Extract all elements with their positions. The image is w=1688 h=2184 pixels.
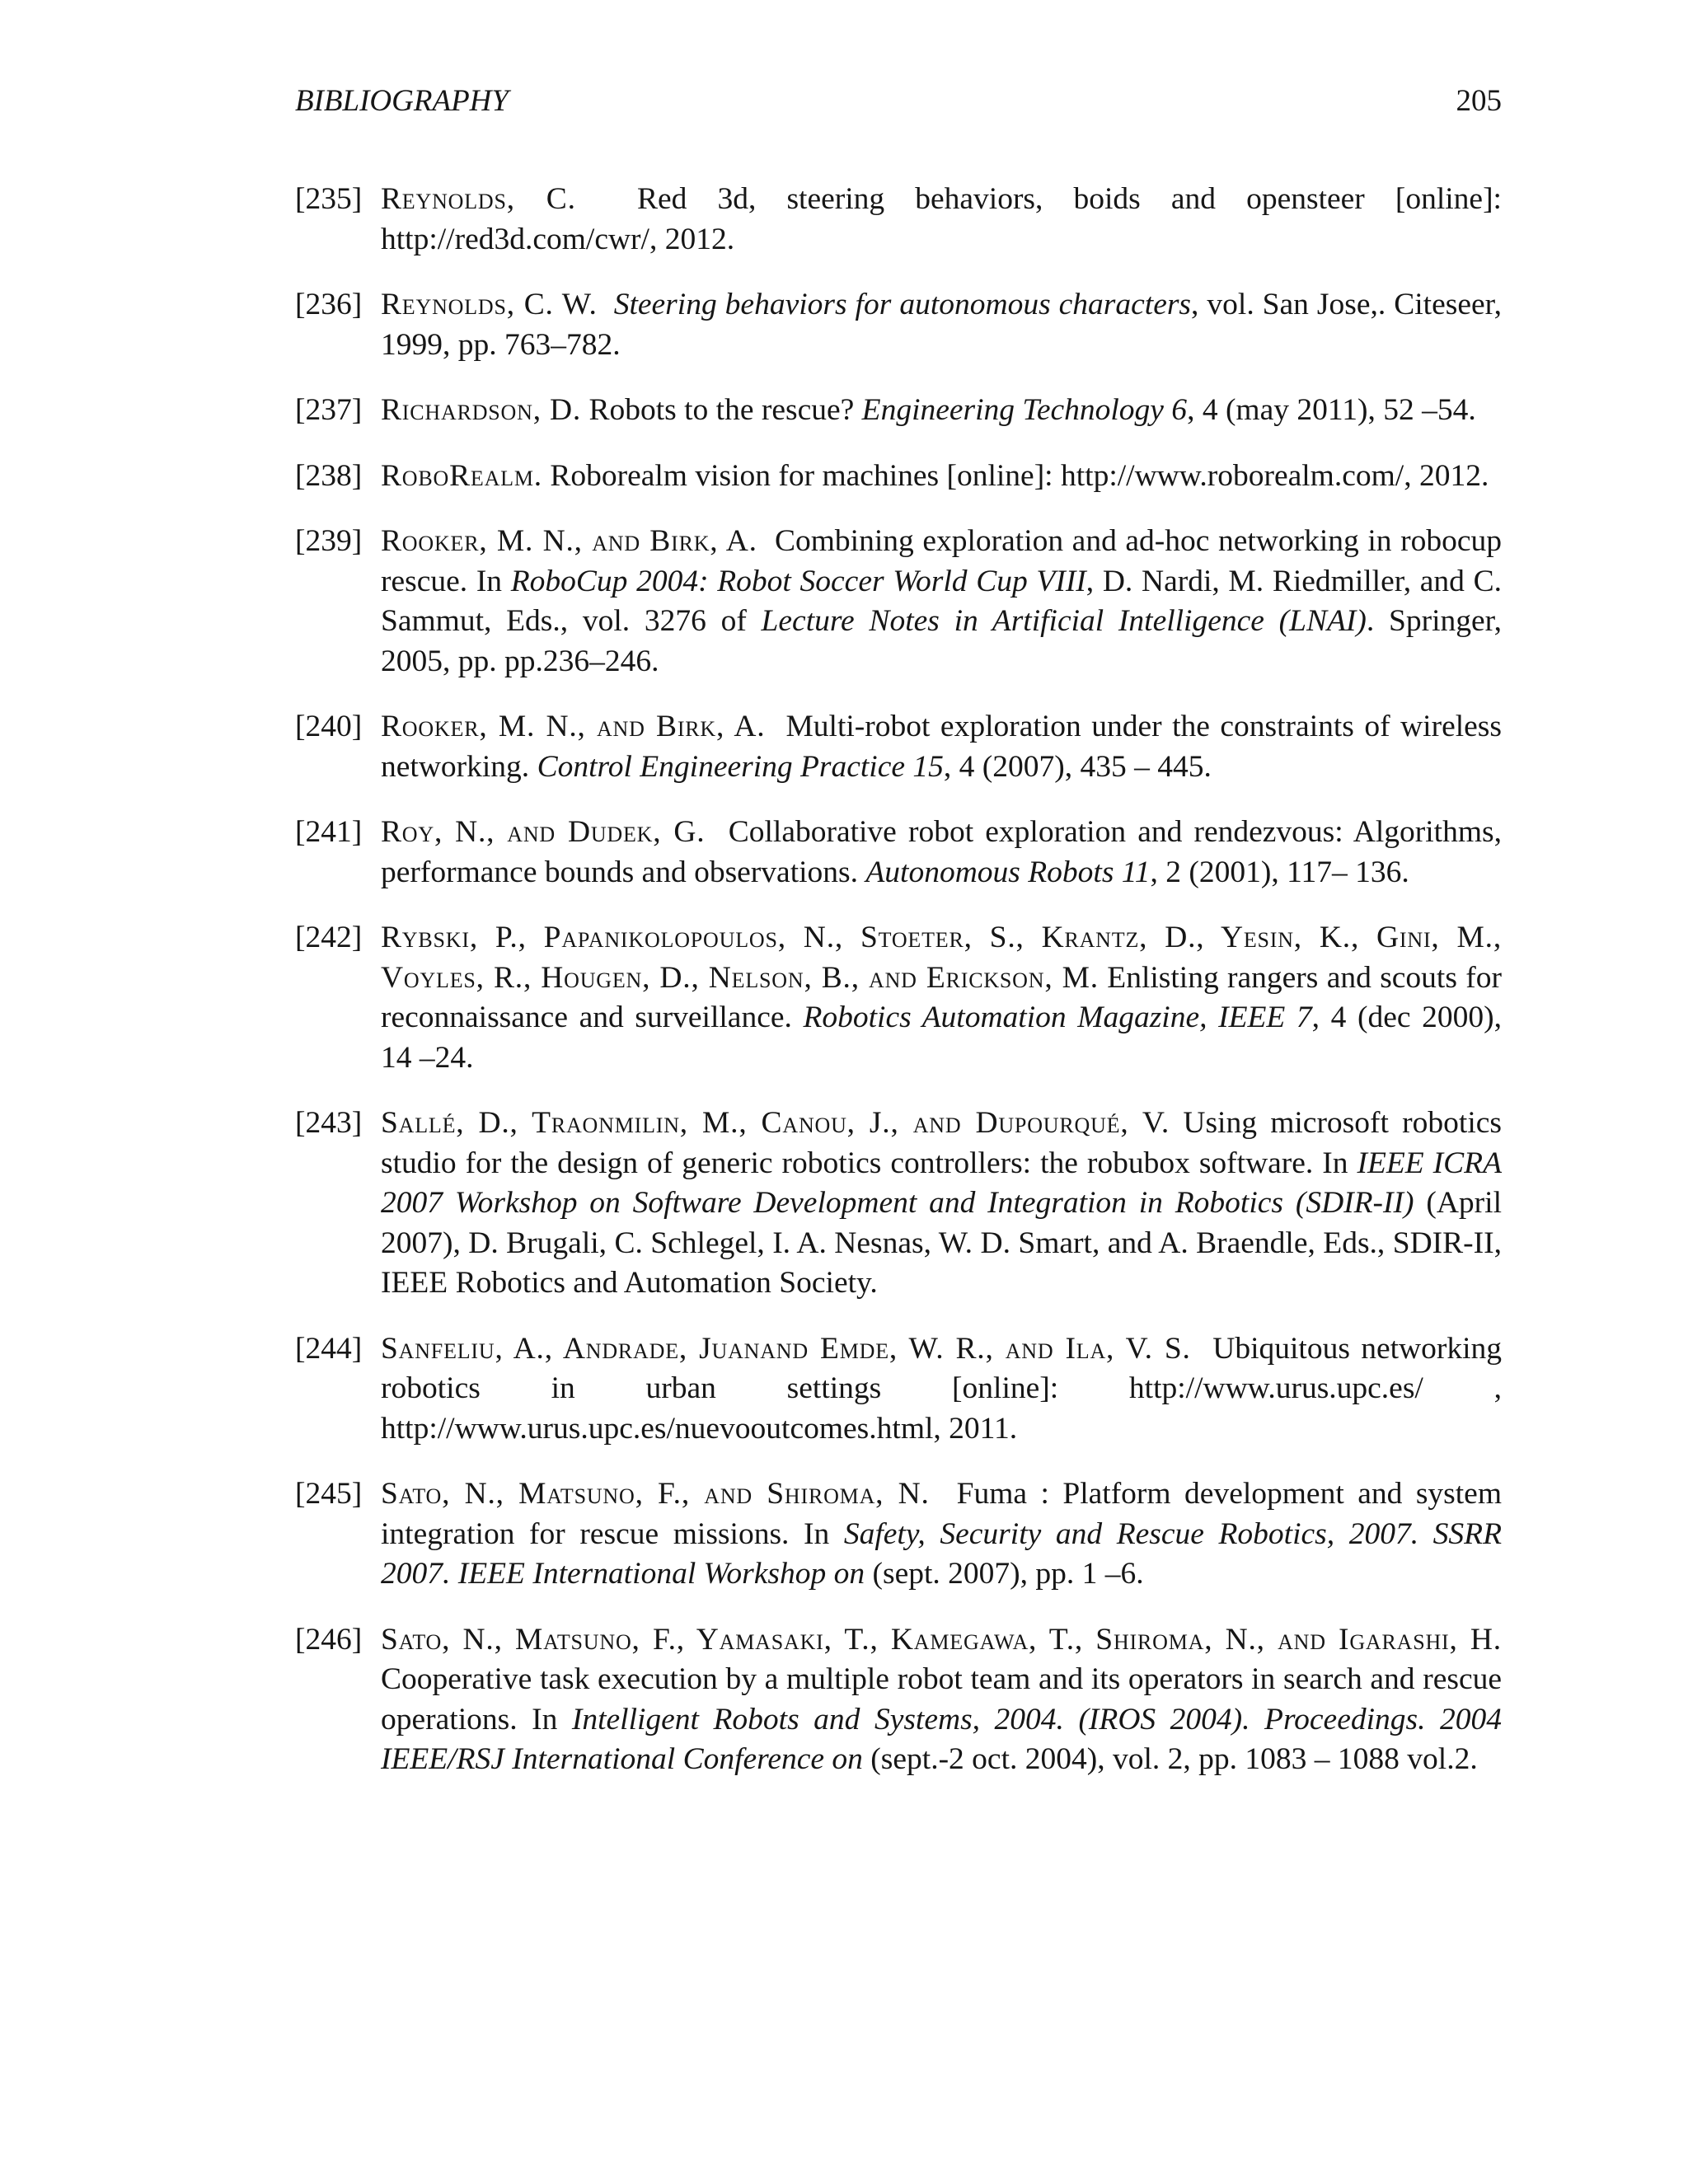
- reference-segment: (sept.-2 oct. 2004), vol. 2, pp. 1083 – 1088 vol.2.: [862, 1742, 1478, 1776]
- reference-authors: Sato, N., Matsuno, F., Yamasaki, T., Kamegawa, T., Shiroma, N., and Igarashi, H.: [381, 1622, 1502, 1657]
- reference-text: [381, 391, 1502, 431]
- reference-venue: Safety, Security and Rescue Robotics, 2007. SSRR 2007. IEEE International Workshop on: [381, 1516, 1502, 1591]
- reference-authors: RoboRealm.: [381, 458, 542, 493]
- reference-segment: Using microsoft robotics studio for the design of generic robotics controllers: the robubox software. In: [381, 1106, 1502, 1180]
- reference-number: [238]: [295, 458, 363, 493]
- reference-number: [240]: [295, 710, 363, 743]
- reference-number: [244]: [295, 1331, 363, 1366]
- running-header: [295, 81, 1502, 122]
- reference-entry: [295, 391, 1502, 431]
- reference-text: [381, 1329, 1502, 1450]
- reference-entry: [295, 180, 1502, 260]
- reference-segment: (April 2007), D. Brugali, C. Schlegel, I. A. Nesnas, W. D. Smart, and A. Braendle, Eds., SDIR-II, IEEE Robotics and Automation Society.: [381, 1186, 1502, 1300]
- reference-segment: Fuma : Platform development and system integration for rescue missions. In: [381, 1477, 1502, 1551]
- reference-authors: Sato, N., Matsuno, F., and Shiroma, N.: [381, 1477, 930, 1511]
- reference-venue: Robotics Automation Magazine, IEEE 7: [803, 1001, 1312, 1034]
- reference-segment: , D. Nardi, M. Riedmiller, and C. Sammut, Eds., vol. 3276 of: [381, 564, 1502, 638]
- reference-number: [239]: [295, 524, 363, 558]
- reference-text: [381, 707, 1502, 787]
- reference-entry: [295, 707, 1502, 787]
- reference-number: [246]: [295, 1622, 363, 1657]
- reference-authors: Reynolds, C.: [381, 182, 576, 216]
- reference-authors: Rooker, M. N., and Birk, A.: [381, 710, 766, 743]
- reference-segment: Multi-robot exploration under the constraints of wireless networking.: [381, 710, 1502, 784]
- reference-venue: Intelligent Robots and Systems, 2004. (IROS 2004). Proceedings. 2004 IEEE/RSJ International Conference on: [381, 1702, 1502, 1776]
- reference-entry: [295, 457, 1502, 497]
- reference-entry: [295, 1620, 1502, 1780]
- reference-authors: Rybski, P., Papanikolopoulos, N., Stoeter, S., Krantz, D., Yesin, K., Gini, M., Voyles, R., Hougen, D., Nelson, B., and Erickson, M.: [381, 921, 1502, 995]
- reference-text: [381, 457, 1502, 497]
- reference-segment: Robots to the rescue?: [581, 393, 862, 427]
- reference-number: [237]: [295, 393, 363, 427]
- reference-entry: [295, 918, 1502, 1078]
- reference-entry: [295, 522, 1502, 682]
- page-number: 205: [1456, 84, 1502, 118]
- reference-segment: Roborealm vision for machines [online]: http://www.roborealm.com/, 2012.: [542, 458, 1489, 493]
- reference-authors: Roy, N., and Dudek, G.: [381, 815, 706, 849]
- reference-text: [381, 813, 1502, 893]
- reference-entry: [295, 1104, 1502, 1304]
- reference-segment: Ubiquitous networking robotics in urban settings [online]: http://www.urus.upc.es/ , http://www.urus.upc.es/nuevooutcomes.html, 2011.: [381, 1331, 1502, 1446]
- reference-number: [242]: [295, 921, 363, 954]
- reference-text: [381, 180, 1502, 260]
- reference-text: [381, 522, 1502, 682]
- reference-number: [236]: [295, 288, 363, 321]
- reference-venue: Autonomous Robots 11: [865, 855, 1151, 889]
- reference-number: [235]: [295, 182, 363, 216]
- reference-segment: . Springer, 2005, pp. pp.236–246.: [381, 604, 1502, 678]
- reference-venue: IEEE ICRA 2007 Workshop on Software Development and Integration in Robotics (SDIR-II): [381, 1146, 1502, 1220]
- reference-segment: , vol. San Jose,. Citeseer, 1999, pp. 763–782.: [381, 288, 1502, 362]
- reference-segment: Enlisting rangers and scouts for reconnaissance and surveillance.: [381, 960, 1502, 1034]
- reference-entry: [295, 285, 1502, 365]
- reference-venue: Lecture Notes in Artificial Intelligence (LNAI): [761, 604, 1367, 638]
- reference-authors: Reynolds, C. W.: [381, 288, 598, 321]
- reference-entry: [295, 1329, 1502, 1450]
- reference-segment: Cooperative task execution by a multiple robot team and its operators in search and rescue operations. In: [381, 1662, 1502, 1736]
- reference-authors: Sanfeliu, A., Andrade, Juanand Emde, W. R., and Ila, V. S.: [381, 1331, 1191, 1366]
- reference-text: [381, 1104, 1502, 1304]
- reference-segment: , 4 (2007), 435 – 445.: [943, 749, 1212, 784]
- reference-number: [245]: [295, 1477, 363, 1511]
- reference-segment: , 2 (2001), 117– 136.: [1150, 855, 1409, 889]
- reference-segment: (sept. 2007), pp. 1 –6.: [865, 1557, 1144, 1591]
- reference-venue: Engineering Technology 6: [861, 393, 1188, 427]
- reference-text: [381, 918, 1502, 1078]
- reference-authors: Sallé, D., Traonmilin, M., Canou, J., and Dupourqué, V.: [381, 1106, 1170, 1140]
- reference-text: [381, 1474, 1502, 1595]
- reference-segment: , 4 (may 2011), 52 –54.: [1187, 393, 1476, 427]
- running-title: BIBLIOGRAPHY: [295, 84, 509, 118]
- reference-authors: Rooker, M. N., and Birk, A.: [381, 524, 757, 558]
- reference-entry: [295, 1474, 1502, 1595]
- reference-venue: RoboCup 2004: Robot Soccer World Cup VIII: [510, 564, 1086, 598]
- reference-authors: Richardson, D.: [381, 393, 582, 427]
- reference-venue: Control Engineering Practice 15: [537, 749, 944, 784]
- reference-segment: , 4 (dec 2000), 14 –24.: [381, 1001, 1503, 1075]
- reference-segment: Collaborative robot exploration and rendezvous: Algorithms, performance bounds and observations.: [381, 815, 1502, 889]
- reference-entry: [295, 813, 1502, 893]
- reference-venue: Steering behaviors for autonomous characters: [613, 288, 1192, 321]
- bibliography-list: [295, 180, 1502, 1806]
- reference-text: [381, 285, 1502, 365]
- reference-text: [381, 1620, 1502, 1780]
- reference-segment: [598, 288, 614, 321]
- reference-segment: Red 3d, steering behaviors, boids and opensteer [online]: http://red3d.com/cwr/, 2012.: [381, 182, 1502, 256]
- reference-number: [241]: [295, 815, 363, 849]
- reference-number: [243]: [295, 1106, 363, 1140]
- reference-segment: Combining exploration and ad-hoc networking in robocup rescue. In: [381, 524, 1502, 598]
